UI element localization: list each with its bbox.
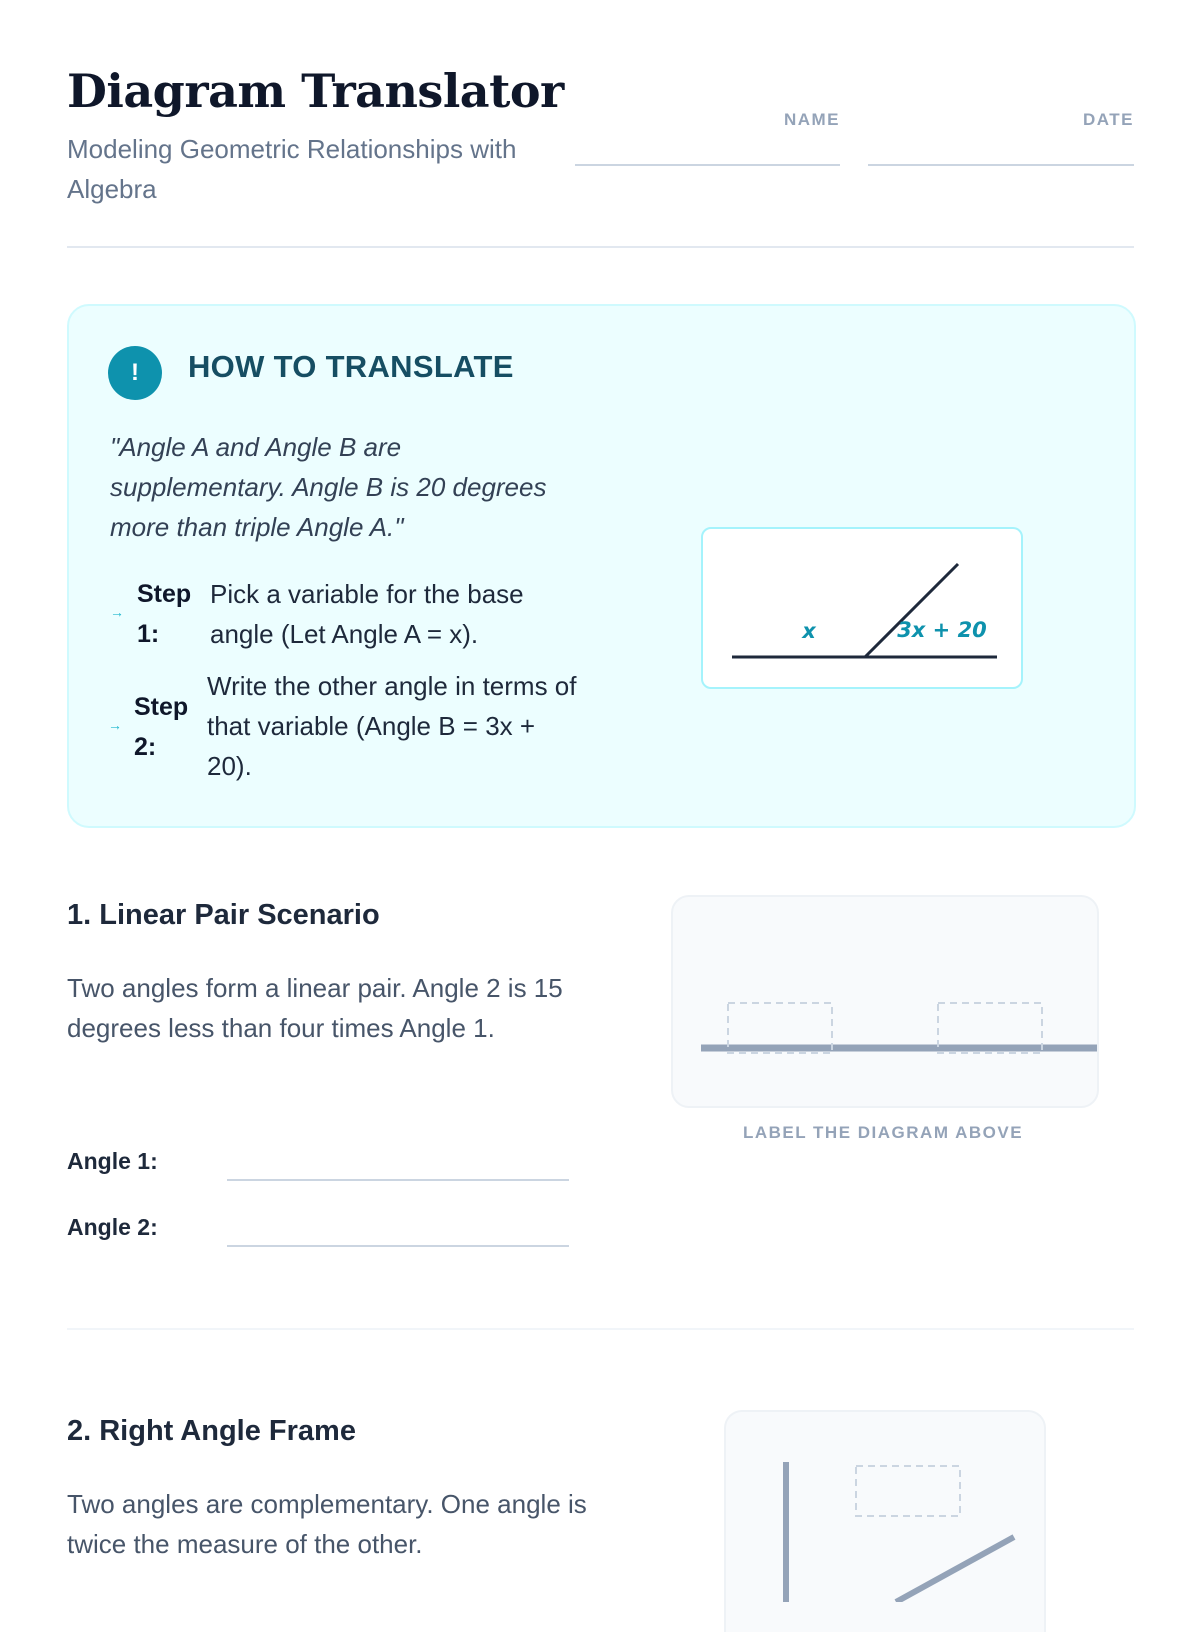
problem-2-title: 2. Right Angle Frame <box>67 1415 356 1447</box>
label-box-angle[interactable] <box>856 1466 960 1516</box>
right-angle-svg <box>726 1412 1044 1602</box>
answer-field-angle-2[interactable] <box>227 1245 569 1247</box>
step-2-text: Write the other angle in terms of that variable (Angle B = 3x + 20). <box>207 671 577 781</box>
alert-icon: ! <box>108 346 162 400</box>
arrow-right-icon: → <box>108 717 122 733</box>
example-diagram <box>701 527 1023 689</box>
page-subtitle: Modeling Geometric Relationships with Algebra <box>67 134 517 204</box>
step-1-label: Step 1: <box>137 580 192 648</box>
step-1-text: Pick a variable for the base angle (Let Angle A = x). <box>210 579 524 649</box>
date-label: DATE <box>1082 110 1134 129</box>
callout-quote: "Angle A and Angle B are supplementary. Angle B is 20 degrees more than triple Angle A." <box>110 432 547 542</box>
page-title: Diagram Translator <box>67 64 564 118</box>
angle-b-label: 3x + 20 <box>897 618 987 642</box>
diagram-caption: LABEL THE DIAGRAM ABOVE <box>742 1123 1024 1142</box>
answer-label-angle-2: Angle 2: <box>67 1214 158 1240</box>
date-field[interactable] <box>868 164 1134 166</box>
linear-pair-svg <box>673 897 1097 1106</box>
step-2-label: Step 2: <box>134 693 189 761</box>
diagonal-ray <box>896 1537 1014 1602</box>
answer-label-angle-1: Angle 1: <box>67 1148 158 1174</box>
name-label: NAME <box>783 110 840 129</box>
section-divider <box>67 1328 1134 1330</box>
angle-a-label: x <box>802 619 816 643</box>
header-divider <box>67 246 1134 248</box>
answer-field-angle-1[interactable] <box>227 1179 569 1181</box>
problem-2-body: Two angles are complementary. One angle is twice the measure of the other. <box>67 1489 587 1559</box>
right-angle-diagram <box>724 1410 1046 1632</box>
ray-line <box>865 564 958 657</box>
linear-pair-diagram <box>671 895 1099 1108</box>
example-angle-diagram <box>703 529 1021 687</box>
problem-1-body: Two angles form a linear pair. Angle 2 is 15 degrees less than four times Angle 1. <box>67 973 563 1043</box>
problem-1-title: 1. Linear Pair Scenario <box>67 899 380 931</box>
arrow-right-icon: → <box>110 604 124 620</box>
callout-title: HOW TO TRANSLATE <box>188 349 514 384</box>
name-field[interactable] <box>575 164 840 166</box>
